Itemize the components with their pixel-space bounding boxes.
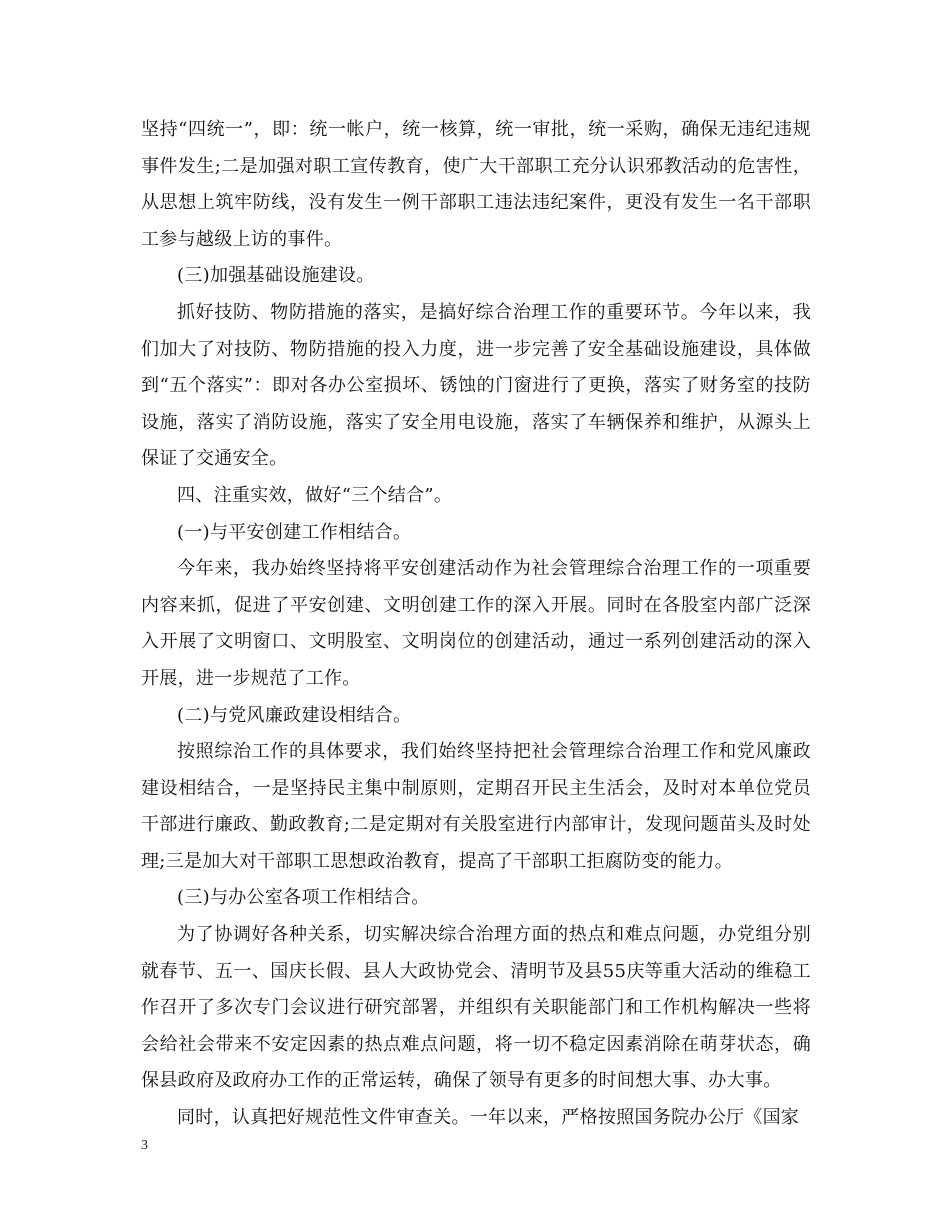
paragraph-peace-building: 今年来，我办始终坚持将平安创建活动作为社会管理综合治理工作的一项重要内容来抓，促进了平安创建、文明创建工作的深入开展。同时在各股室内部广泛深入开展了文明窗口、文明股室、文明岗位的创建活动，通过一系列创建活动的深入开展，进一步规范了工作。 — [141, 558, 811, 689]
paragraph-integrity: 按照综治工作的具体要求，我们始终坚持把社会管理综合治理工作和党风廉政建设相结合，一是坚持民主集中制原则，定期召开民主生活会，及时对本单位党员干部进行廉政、勤政教育;二是定期对有关股室进行内部审计，发现问题苗头及时处理;三是加大对干部职工思想政治教育，提高了干部职工拒腐防变的能力。 — [141, 741, 811, 872]
subheading-2-integrity: (二)与党风廉政建设相结合。 — [177, 704, 412, 726]
document-body — [141, 112, 811, 1137]
subheading-1-peace-building: (一)与平安创建工作相结合。 — [177, 521, 412, 543]
section-heading-4: 四、注重实效，做好“三个结合”。 — [177, 484, 453, 506]
paragraph-1: 坚持“四统一”，即：统一帐户，统一核算，统一审批，统一采购，确保无违纪违规事件发生;二是加强对职工宣传教育，使广大干部职工充分认识邪教活动的危害性，从思想上筑牢防线，没有发生一例干部职工违法违纪案件，更没有发生一名干部职工参与越级上访的事件。 — [141, 119, 811, 250]
paragraph-office-work: 为了协调好各种关系，切实解决综合治理方面的热点和难点问题，办党组分别就春节、五一、国庆长假、县人大政协党会、清明节及县55庆等重大活动的维稳工作召开了多次专门会议进行研究部署，并组织有关职能部门和工作机构解决一些将会给社会带来不安定因素的热点难点问题，将一切不稳定因素消除在萌芽状态，确保县政府及政府办工作的正常运转，确保了领导有更多的时间想大事、办大事。 — [141, 924, 811, 1092]
page-number: 3 — [141, 1138, 148, 1153]
subheading-3-office-work: (三)与办公室各项工作相结合。 — [177, 887, 430, 909]
paragraph-document-review: 同时，认真把好规范性文件审查关。一年以来，严格按照国务院办公厅《国家 — [177, 1107, 800, 1129]
paragraph-infrastructure: 抓好技防、物防措施的落实，是搞好综合治理工作的重要环节。今年以来，我们加大了对技防、物防措施的投入力度，进一步完善了安全基础设施建设，具体做到“五个落实”：即对各办公室损坏、锈蚀的门窗进行了更换，落实了财务室的技防设施，落实了消防设施，落实了安全用电设施，落实了车辆保养和维护，从源头上保证了交通安全。 — [141, 301, 811, 470]
subheading-3-infrastructure: (三)加强基础设施建设。 — [177, 265, 375, 287]
